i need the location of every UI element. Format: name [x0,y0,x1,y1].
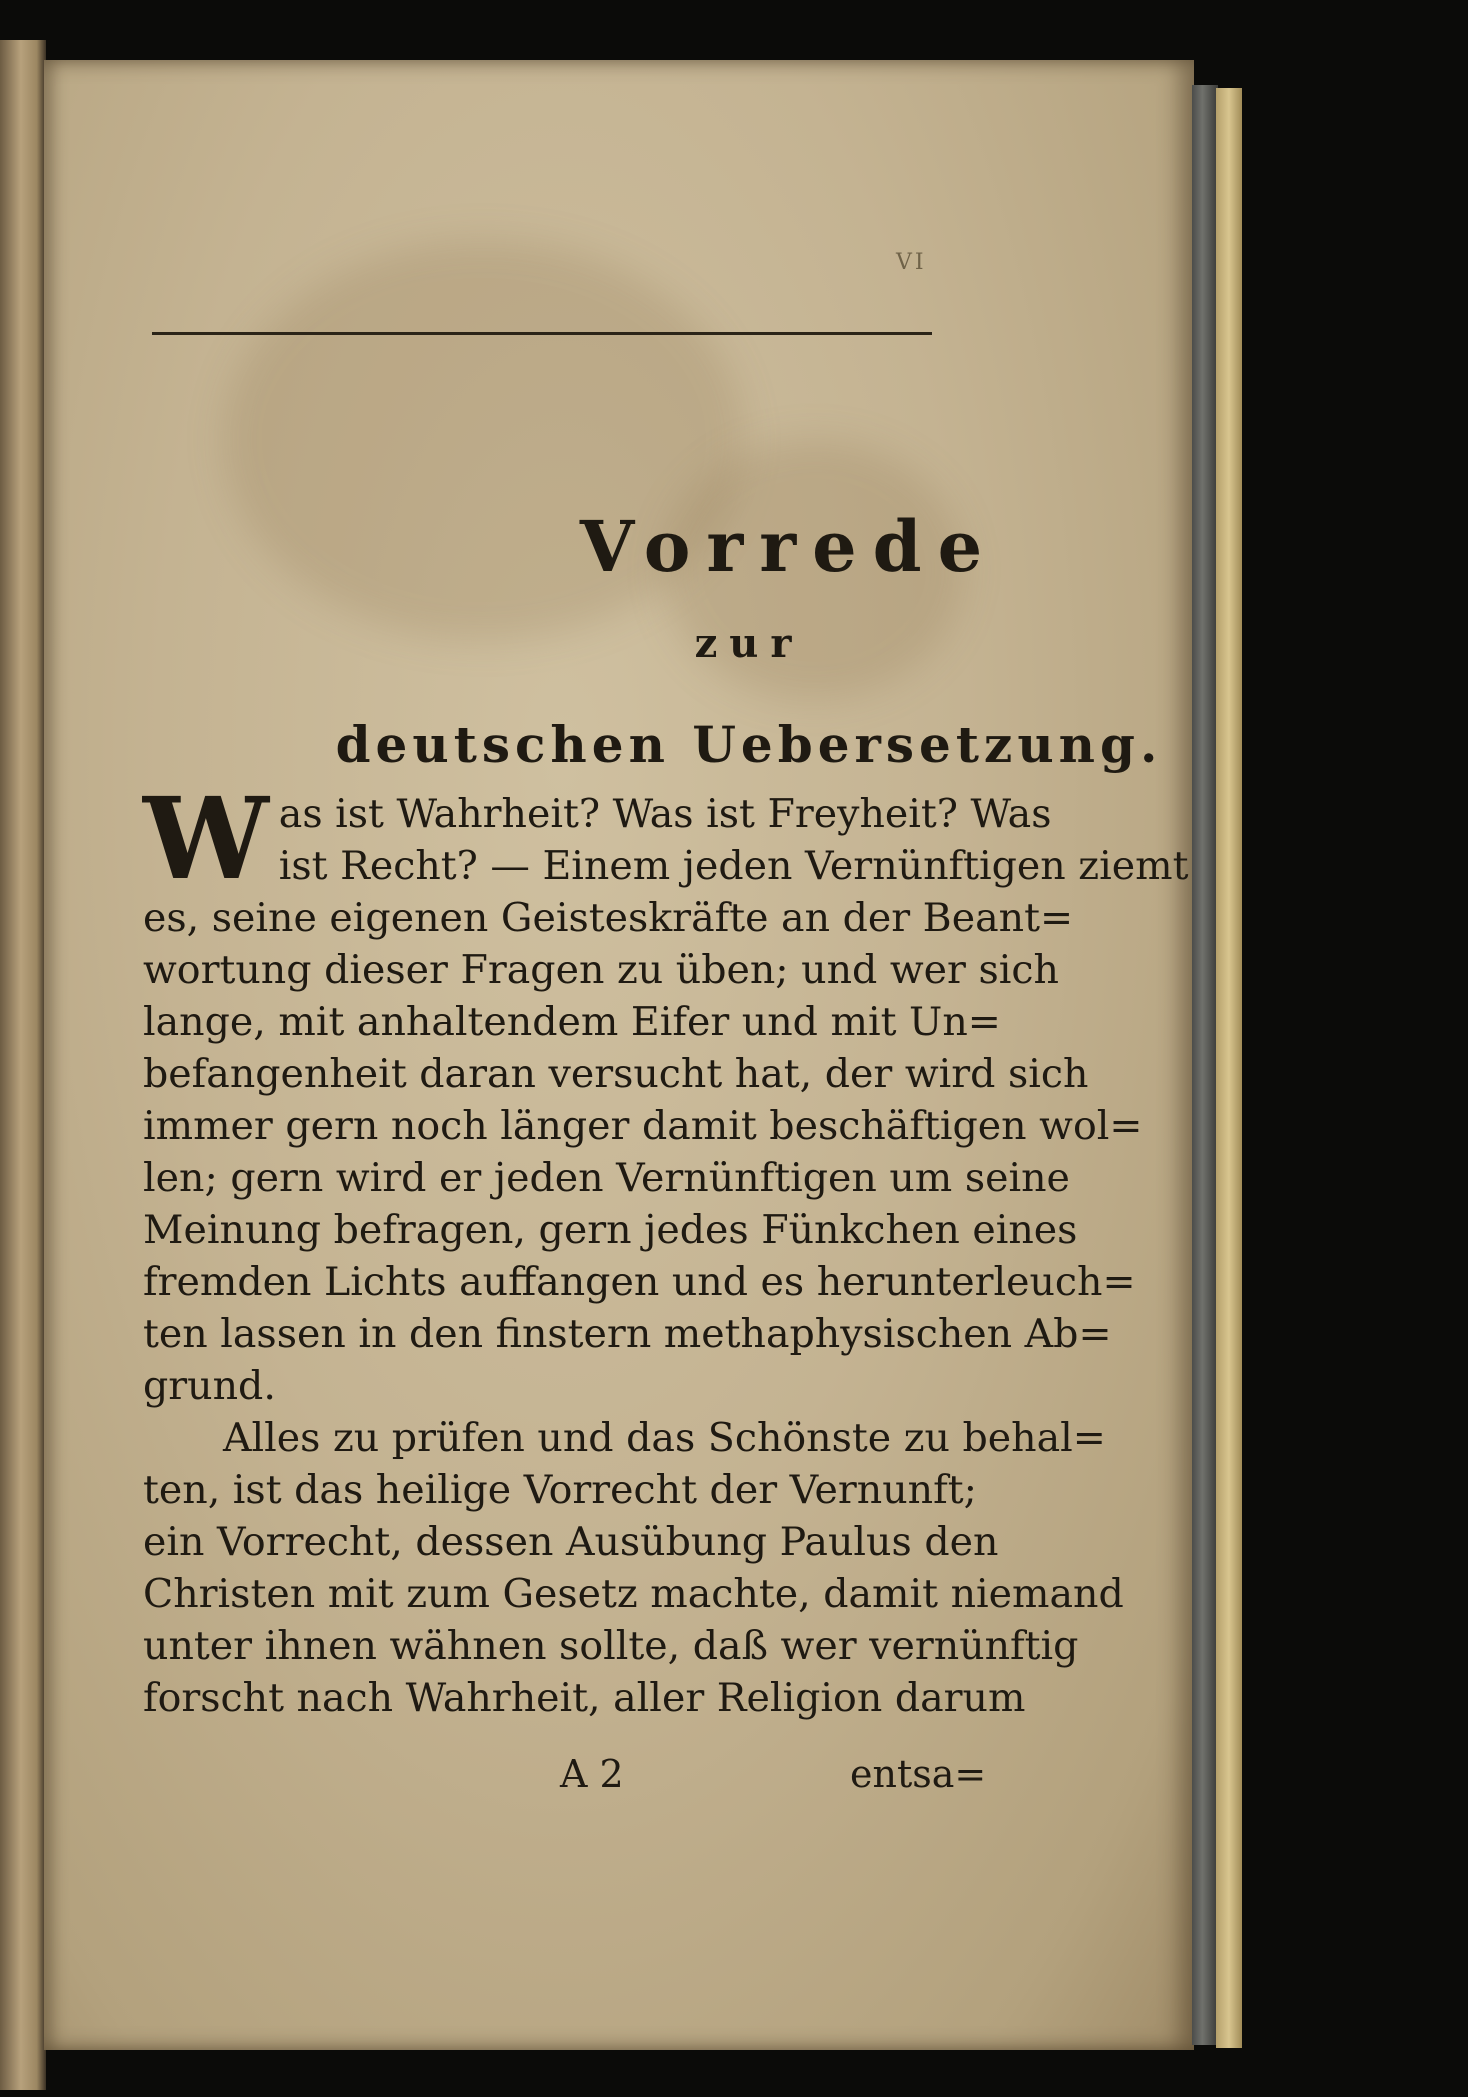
text-line: ist Recht? — Einem jeden Vernünftigen ziemt [278,843,1189,889]
text-line: ten lassen in den finstern methaphysischen Ab= [143,1311,1112,1357]
paragraph-1 [143,774,1189,1412]
catchword: entsa= [850,1752,987,1796]
body-text [143,774,1189,1724]
text-line: unter ihnen wähnen sollte, daß wer vernünftig [143,1623,1079,1669]
cover-edge [1216,88,1242,2048]
left-page-edge [0,40,46,2090]
page-number: VI [896,250,927,275]
text-line: forscht nach Wahrheit, aller Religion darum [143,1675,1026,1721]
text-line: wortung dieser Fragen zu üben; und wer sich [143,947,1059,993]
text-line: as ist Wahrheit? Was ist Freyheit? Was [278,791,1052,837]
drop-cap: W [143,774,269,905]
text-line: Alles zu prüfen und das Schönste zu behal= [223,1415,1106,1461]
page-subtitle: deutschen Uebersetzung. [335,715,1163,774]
text-line: Christen mit zum Gesetz machte, damit niemand [143,1571,1124,1617]
text-line: len; gern wird er jeden Vernünftigen um seine [143,1155,1070,1201]
signature-mark: A 2 [560,1752,624,1796]
page-title: Vorrede [579,505,999,588]
text-line: ein Vorrecht, dessen Ausübung Paulus den [143,1519,999,1565]
text-line: Meinung befragen, gern jedes Fünkchen eines [143,1207,1078,1253]
text-line: ten, ist das heilige Vorrecht der Vernunft; [143,1467,977,1513]
header-rule [152,332,932,335]
text-line: immer gern noch länger damit beschäftigen wol= [143,1103,1143,1149]
text-line: befangenheit daran versucht hat, der wird sich [143,1051,1089,1097]
title-connector: zur [694,620,804,667]
paragraph-2 [143,1412,1124,1724]
text-line: fremden Lichts auffangen und es herunterleuch= [143,1259,1136,1305]
text-line: es, seine eigenen Geisteskräfte an der Beant= [143,895,1074,941]
text-line: grund. [143,1363,276,1409]
page-block-edge [1192,85,1218,2045]
text-line: lange, mit anhaltendem Eifer und mit Un= [143,999,1001,1045]
